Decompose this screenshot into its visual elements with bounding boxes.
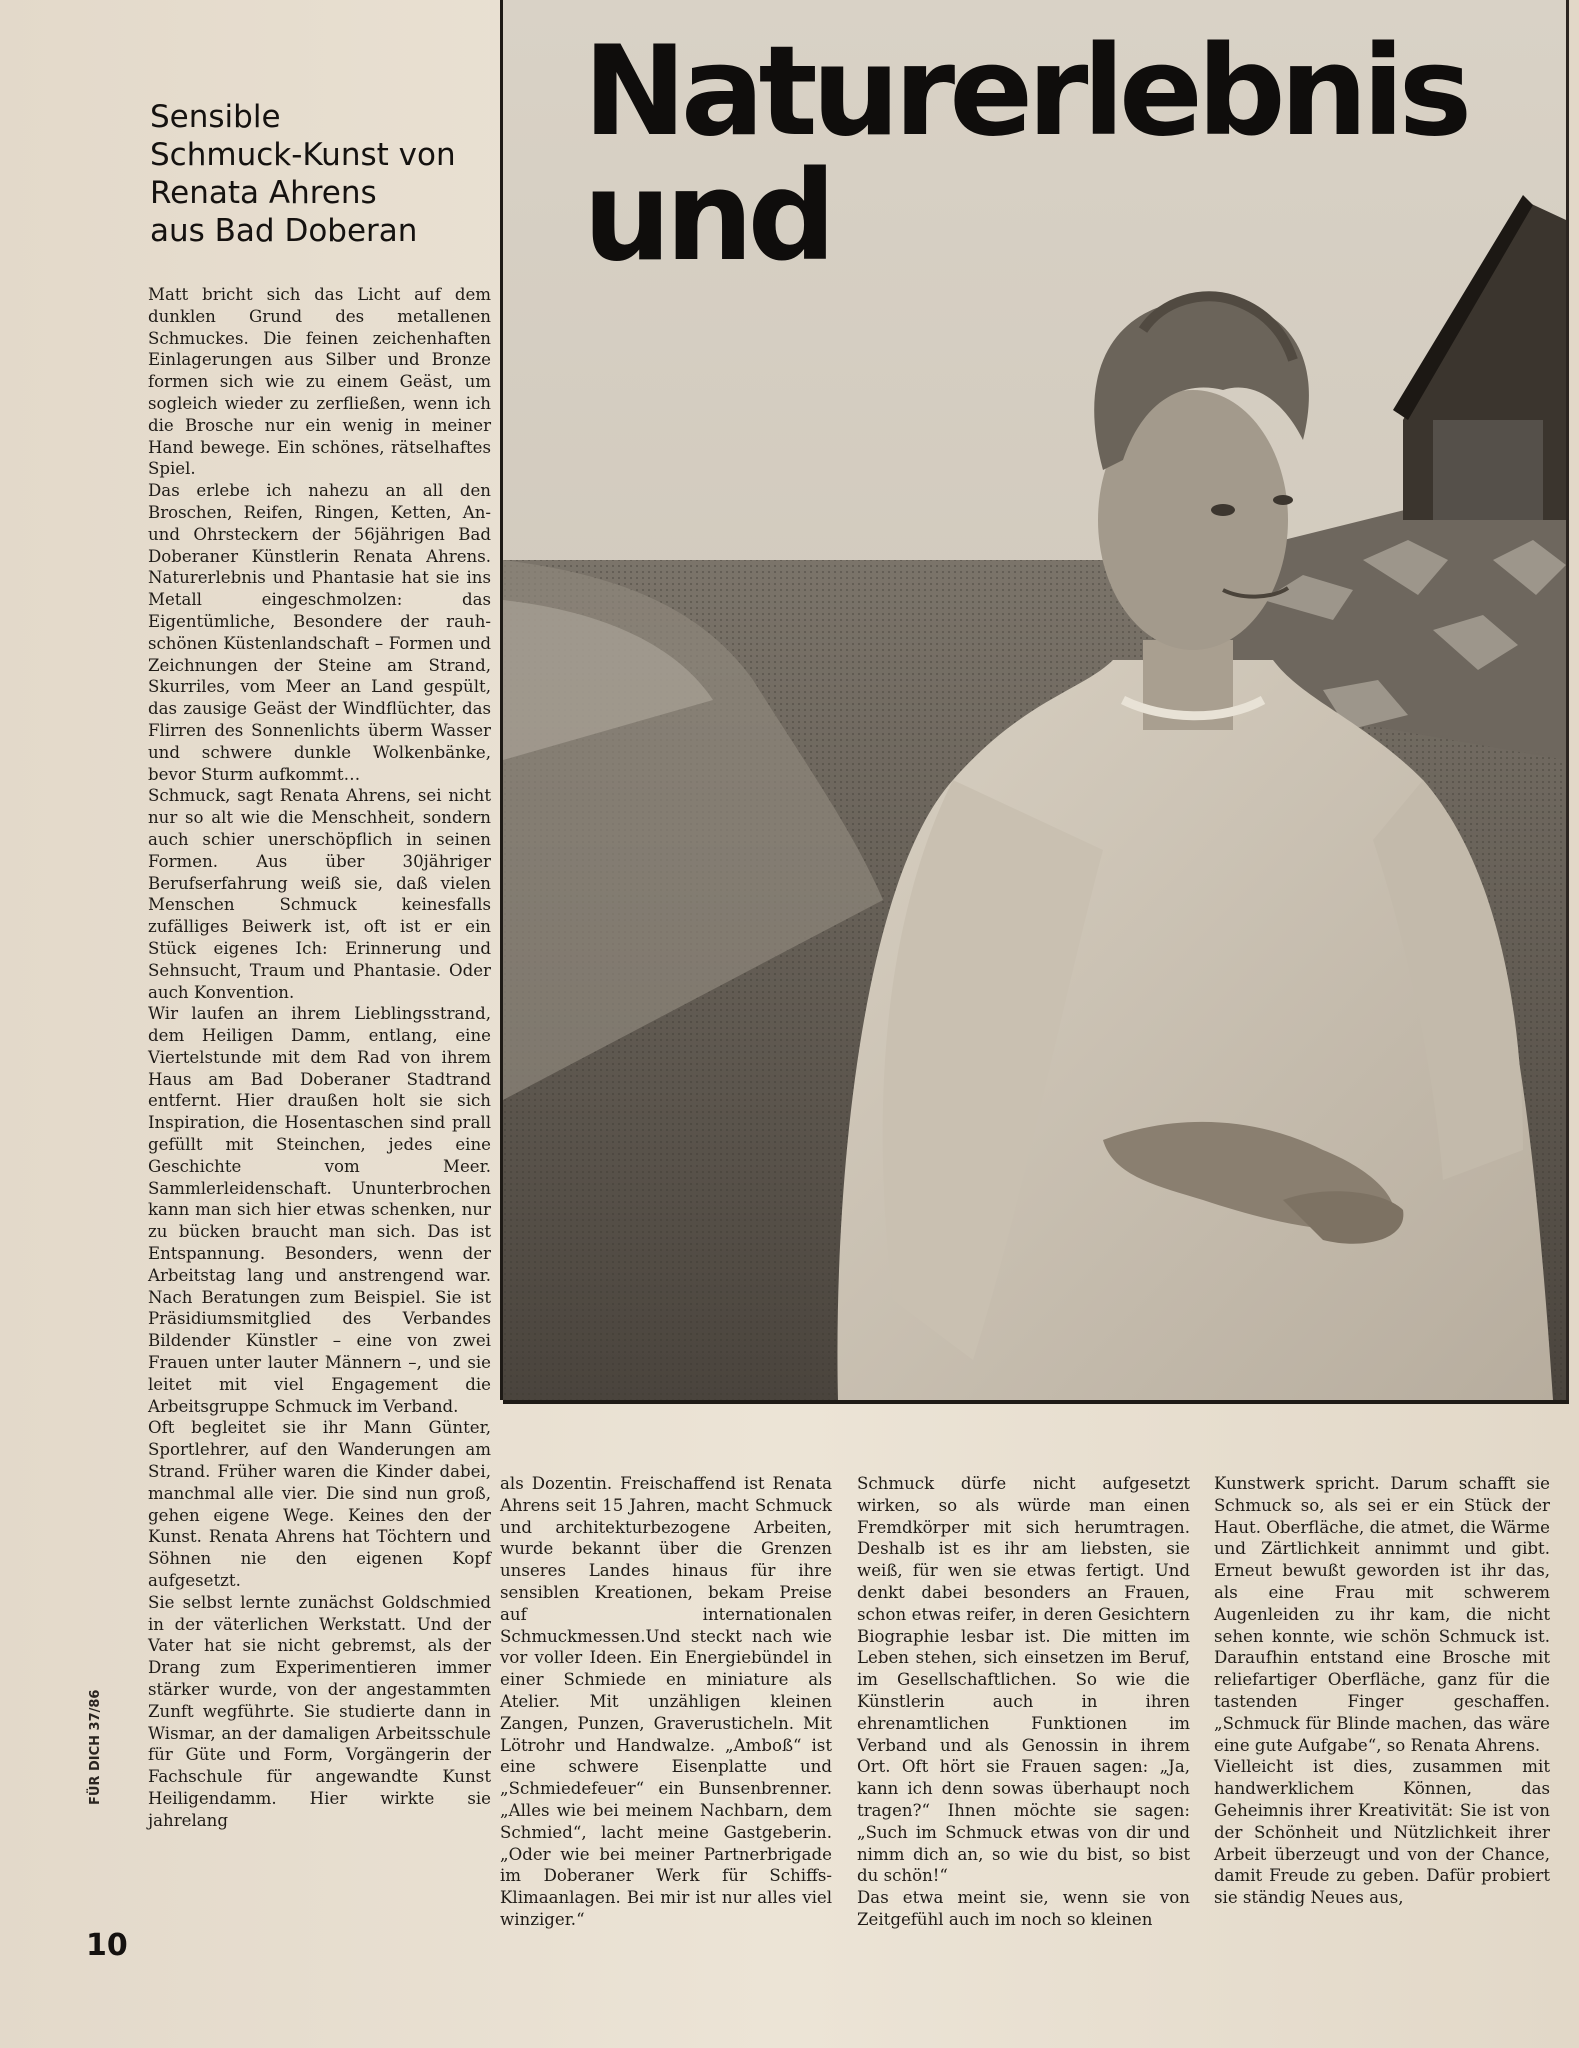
paragraph: als Dozentin. Freischaffend ist Renata Ahrens seit 15 Jahren, macht Schmuck und architekturbezogene Arbeiten, wurde bekannt über die Grenzen unseres Landes hinaus für ihre sensiblen Kreationen, bekam Preise auf internationalen Schmuckmessen.Und steckt nach wie vor voller Ideen. Ein Energiebündel in einer Schmiede en miniature als Atelier. Mit unzähligen kleinen Zangen, Punzen, Graverusticheln. Mit Lötrohr und Handwalze. „Amboß“ ist eine schwere Eisenplatte und „Schmiedefeuer“ ein Bunsenbrenner. „Alles wie bei meinem Nachbarn, dem Schmied“, lacht meine Gastgeberin. „Oder wie bei meiner Partnerbrigade im Doberaner Werk für Schiffs-Klimaanlagen. Bei mir ist nur alles viel winziger.“ [500,1474,832,1929]
text-column-2 [500,1473,832,1931]
headline-line: Naturerlebnis [583,20,1467,164]
paragraph: Oft begleitet sie ihr Mann Günter, Sportlehrer, auf den Wanderungen am Strand. Früher waren die Kinder dabei, manchmal alle vier. Die sind nun groß, gehen eigene Wege. Keines den der Kunst. Renata Ahrens hat Töchtern und Söhnen nie den eigenen Kopf aufgesetzt. [148,1418,491,1591]
paragraph: Schmuck, sagt Renata Ahrens, sei nicht nur so alt wie die Menschheit, sondern auch schier unerschöpflich in seinen Formen. Aus über 30jähriger Berufserfahrung weiß sie, daß vielen Menschen Schmuck keinesfalls zufälliges Beiwerk ist, oft ist er ein Stück eigenes Ich: Erinnerung und Sehnsucht, Traum und Phantasie. Oder auch Konvention. [148,786,491,1002]
subhead-line: Schmuck-Kunst von [150,137,456,173]
page-number: 10 [86,1928,128,1963]
paragraph: Schmuck dürfe nicht aufgesetzt wirken, so als würde man einen Fremdkörper mit sich herumtragen. Deshalb ist es ihr am liebsten, sie weiß, für wen sie etwas fertigt. Und denkt dabei besonders an Frauen, schon etwas reifer, in deren Gesichtern Biographie lesbar ist. Die mitten im Leben stehen, sich einsetzen im Beruf, im Gesellschaftlichen. So wie die Künstlerin auch in ihren ehrenamtlichen Funktionen im Verband und als Genossin in ihrem Ort. Oft hört sie Frauen sagen: „Ja, kann ich denn sowas überhaupt noch tragen?“ Ihnen möchte sie sagen: „Such im Schmuck etwas von dir und nimm dich an, so wie du bist, so bist du schön!“ [857,1474,1190,1886]
paragraph: Wir laufen an ihrem Lieblingsstrand, dem Heiligen Damm, entlang, eine Viertelstunde mit dem Rad von ihrem Haus am Bad Doberaner Stadtrand entfernt. Hier draußen holt sie sich Inspiration, die Hosentaschen sind prall gefüllt mit Steinchen, jedes eine Geschichte vom Meer. Sammlerleidenschaft. Ununterbrochen kann man sich hier etwas schenken, nur zu bücken braucht man sich. Das ist Entspannung. Besonders, wenn der Arbeitstag lang und anstrengend war. Nach Beratungen zum Beispiel. Sie ist Präsidiumsmitglied des Verbandes Bildender Künstler – eine von zwei Frauen unter lauter Männern –, und sie leitet mit viel Engagement die Arbeitsgruppe Schmuck im Verband. [148,1004,491,1416]
paragraph: Vielleicht ist dies, zusammen mit handwerklichem Können, das Geheimnis ihrer Kreativität: Sie ist von der Schönheit und Nützlichkeit ihrer Arbeit überzeugt und von der Chance, damit Freude zu geben. Dafür probiert sie ständig Neues aus, [1214,1757,1550,1908]
text-column-4 [1214,1473,1550,1909]
paragraph: Das etwa meint sie, wenn sie von Zeitgefühl auch im noch so kleinen [857,1888,1190,1929]
article-subhead [150,98,495,250]
article-headline [583,20,1467,289]
issue-label: FÜR DICH 37/86 [88,1689,103,1805]
paragraph: Das erlebe ich nahezu an all den Broschen, Reifen, Ringen, Ketten, An- und Ohrsteckern der 56jährigen Bad Doberaner Künstlerin Renata Ahrens. Naturerlebnis und Phantasie hat sie ins Metall eingeschmolzen: das Eigentümliche, Besondere der rauh-schönen Küstenlandschaft – Formen und Zeichnungen der Steine am Strand, Skurriles, vom Meer an Land gespült, das zausige Geäst der Windflüchter, das Flirren des Sonnenlichts überm Wasser und schwere dunkle Wolkenbänke, bevor Sturm aufkommt… [148,481,491,784]
column-rule-left [500,0,503,1400]
paragraph: Matt bricht sich das Licht auf dem dunklen Grund des metallenen Schmuckes. Die feinen zeichenhaften Einlagerungen aus Silber und Bronze formen sich wie zu einem Geäst, um sogleich wieder zu zerfließen, wenn ich die Brosche nur ein wenig in meiner Hand bewege. Ein schönes, rätselhaftes Spiel. [148,285,491,479]
headline-line: und [583,145,831,289]
column-rule-right [1566,0,1569,1400]
subhead-line: Renata Ahrens [150,175,377,211]
photo-bottom-rule [503,1400,1569,1404]
paragraph: Sie selbst lernte zunächst Goldschmied in der väterlichen Werkstatt. Und der Vater hat sie nicht gebremst, als der Drang zum Experimentieren immer stärker wurde, von der angestammten Zunft wegführte. Sie studierte dann in Wismar, an der damaligen Arbeitsschule für Güte und Form, Vorgängerin der Fachschule für angewandte Kunst Heiligendamm. Hier wirkte sie jahrelang [148,1592,491,1830]
paragraph: Kunstwerk spricht. Darum schafft sie Schmuck so, als sei er ein Stück der Haut. Oberfläche, die atmet, die Wärme und Zärtlichkeit annimmt und gibt. Erneut bewußt geworden ist ihr das, als eine Frau mit schwerem Augenleiden zu ihr kam, die nicht sehen konnte, wie schön Schmuck ist. Daraufhin entstand eine Brosche mit reliefartiger Oberfläche, ganz für die tastenden Finger geschaffen. „Schmuck für Blinde machen, das wäre eine gute Aufgabe“, so Renata Ahrens. [1214,1474,1550,1755]
subhead-line: Sensible [150,99,281,135]
text-column-1 [148,284,491,1832]
subhead-line: aus Bad Doberan [150,213,418,249]
text-column-3 [857,1473,1190,1931]
